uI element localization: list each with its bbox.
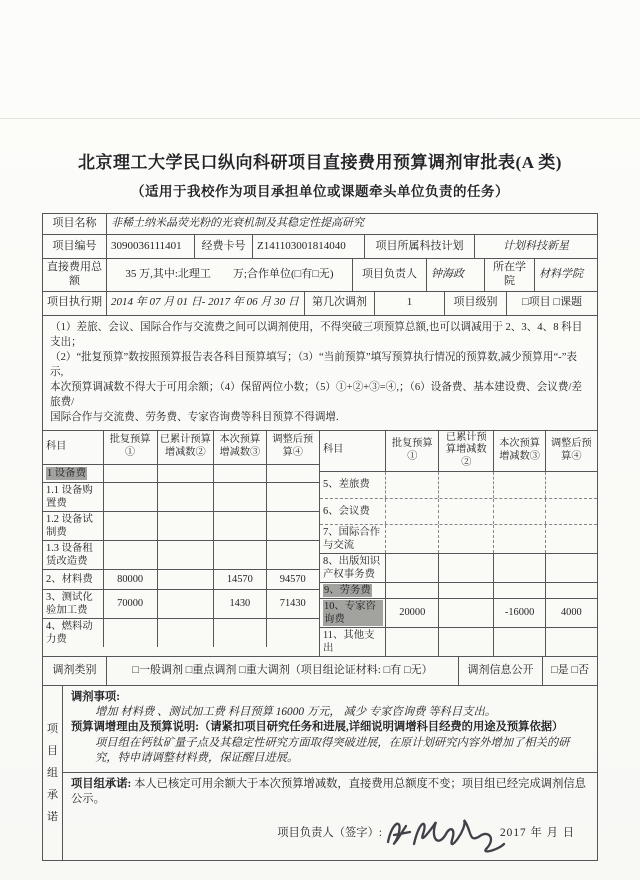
budget-row-equip-rent [43, 541, 319, 570]
value-cell [494, 583, 545, 598]
value-cell [104, 483, 158, 511]
value-cell [494, 628, 545, 656]
times-label: 第几次调剂 [305, 292, 375, 315]
col-current-change: 本次预算增减数③ [494, 431, 545, 471]
value-cell: 4000 [560, 607, 582, 619]
value-cell [104, 465, 158, 482]
budget-row-testing [43, 590, 319, 619]
col-adjusted: 调整后预算④ [272, 434, 314, 459]
fund-card-value: Z141103001814040 [253, 235, 365, 258]
value-cell: 70000 [104, 590, 158, 618]
subject-cell: 2、材料费 [43, 570, 104, 589]
total-label: 直接费用总额 [43, 259, 107, 291]
budget-header-row [320, 431, 597, 472]
subject-cell: 5、差旅费 [320, 472, 386, 498]
category-label: 调剂类别 [43, 657, 107, 685]
commitment-section [43, 686, 597, 860]
value-cell [386, 525, 439, 553]
adjust-matters-text: 增加 材料费 、测试加工费 科目预算 16000 万元， 减少 专家咨询费 等科目支出。 [95, 706, 497, 719]
value-cell [386, 472, 439, 498]
value-cell [439, 499, 494, 524]
promise-label: 项目组承诺: [71, 778, 132, 791]
signature-row [71, 816, 589, 852]
budget-row-equipment [43, 465, 319, 483]
value-cell [158, 541, 215, 569]
instruction-line: 本次预算调减数不得大于可用余额；（4）保留两位小数；（5）①+②+③=④,；（6）设备费、基本建设费、会议费/差旅费/ [50, 381, 583, 408]
value-cell [214, 465, 266, 482]
commitment-content [63, 686, 597, 860]
form-title: 北京理工大学民口纵向科研项目直接费用预算调剂审批表(A 类) [78, 153, 562, 172]
level-checkboxes: □项目 □课题 [521, 296, 583, 309]
value-cell [386, 583, 439, 598]
project-name-label: 项目名称 [43, 214, 107, 234]
value-cell [546, 583, 597, 598]
budget-row-travel [320, 472, 597, 499]
col-accumulated: 已累计预算增减数② [439, 431, 494, 471]
value-cell [104, 512, 158, 540]
value-cell [267, 465, 319, 482]
paper-edge-line [0, 118, 640, 119]
value-cell [546, 628, 597, 656]
row-project-number [43, 235, 597, 259]
instruction-line: 国际合作与交流费、劳务费、专家咨询费等科目预算不得调增. [50, 411, 339, 423]
col-current-change: 本次预算增减数③ [214, 431, 266, 464]
value-cell [158, 483, 215, 511]
highlighted-subject: 9、劳务费 [324, 584, 371, 596]
value-cell: 20000 [386, 599, 439, 627]
fund-card-label: 经费卡号 [195, 235, 253, 258]
value-cell [214, 483, 266, 511]
budget-row-other [320, 628, 597, 656]
value-cell [104, 619, 158, 647]
col-approved: 批复预算① [386, 431, 439, 471]
col-approved: 批复预算① [104, 431, 158, 464]
project-name-value: 非稀土纳米晶荧光粉的光衰机制及其稳定性提高研究 [111, 217, 364, 230]
total-value: 35 万,其中:北理工 万;合作单位(□有□无) [107, 259, 353, 291]
program-value: 计划科技新星 [503, 239, 569, 252]
value-cell: 1430 [214, 590, 266, 618]
instruction-line: （1）差旅、会议、国际合作与交流费之间可以调剂使用，不得突破三项预算总额,也可以调减用于 2、3、4、8 科目支出； [50, 321, 583, 348]
info-public-label: 调剂信息公开 [459, 657, 543, 685]
col-subject: 科目 [320, 431, 386, 471]
leader-label: 项目负责人 [353, 259, 427, 291]
filling-instructions [43, 316, 597, 431]
budget-row-conference [320, 499, 597, 525]
row-project-name [43, 214, 597, 235]
period-value: 2014 年 07 月 01 日- 2017 年 06 月 30 日 [107, 292, 305, 315]
handwritten-signature-icon [380, 808, 510, 860]
subject-cell: 8、出版知识产权事务费 [320, 554, 386, 582]
value-cell [104, 541, 158, 569]
subject-cell: 1.2 设备试制费 [43, 512, 104, 540]
value-cell [267, 512, 319, 540]
budget-row-intl-coop [320, 525, 597, 554]
sign-date: 2017 年 月 日 [500, 827, 575, 840]
value-cell [494, 472, 545, 498]
subject-cell: 4、燃料动力费 [43, 619, 104, 647]
subject-cell: 3、测试化验加工费 [43, 590, 104, 618]
budget-row-equip-purchase [43, 483, 319, 512]
value-cell [214, 512, 266, 540]
value-cell [158, 512, 215, 540]
value-cell [494, 554, 545, 582]
value-cell [546, 499, 597, 524]
budget-table [43, 431, 597, 657]
budget-header-row [43, 431, 319, 465]
budget-row-labor [320, 583, 597, 599]
value-cell [494, 525, 545, 553]
vertical-section-label [43, 686, 63, 860]
value-cell [158, 465, 215, 482]
period-label: 项目执行期 [43, 292, 107, 315]
value-cell [158, 619, 215, 647]
value-cell [439, 554, 494, 582]
row-period [43, 292, 597, 316]
promise-row [63, 772, 597, 808]
subject-cell [320, 583, 386, 598]
value-cell [214, 541, 266, 569]
leader-value: 钟海政 [427, 259, 485, 291]
school-label: 所在学院 [485, 259, 535, 291]
highlighted-subject: 10、专家咨询费 [323, 600, 383, 626]
vertical-label-text: 项目组承诺 [47, 722, 58, 823]
school-value: 材料学院 [539, 267, 583, 280]
value-cell: -16000 [494, 599, 545, 627]
value-cell [158, 590, 215, 618]
times-value: 1 [375, 292, 445, 315]
level-label: 项目级别 [445, 292, 507, 315]
budget-table-left [43, 431, 320, 656]
form-subtitle: （适用于我校作为项目承担单位或课题牵头单位负责的任务） [131, 184, 509, 199]
value-cell [386, 554, 439, 582]
budget-row-consulting [320, 599, 597, 628]
value-cell [386, 499, 439, 524]
program-label: 项目所属科技计划 [365, 235, 475, 258]
instruction-line: （2）“批复预算”数按照预算报告表各科目预算填写；（3）“当前预算”填写预算执行情况的预算数,减少预算用“-”表示, [50, 351, 577, 378]
approval-form-table [42, 213, 598, 861]
subject-cell: 6、会议费 [320, 499, 386, 524]
adjust-matters-label: 调剂事项: [71, 690, 120, 703]
promise-text: 本人已核定可用余额大于本次预算增减数，直接费用总额度不变；项目组已经完成调剂信息公示。 [71, 778, 586, 806]
budget-row-materials [43, 570, 319, 590]
category-checkboxes: □一般调剂 □重点调剂 □重大调剂（项目组论证材料: □有 □无） [107, 657, 459, 685]
subject-cell: 1.1 设备购置费 [43, 483, 104, 511]
value-cell [267, 541, 319, 569]
subject-cell: 11、其他支出 [320, 628, 386, 656]
col-subject: 科目 [43, 431, 104, 464]
reason-text: 项目组在钙钛矿量子点及其稳定性研究方面取得突破进展，在原计划研究内容外增加了相关的研究，特申请调整材料费，保证醒目进展。 [95, 736, 570, 764]
value-cell: 80000 [104, 570, 158, 589]
value-cell [546, 472, 597, 498]
row-adjust-category [43, 657, 597, 686]
value-cell [158, 570, 215, 589]
value-cell [386, 628, 439, 656]
value-cell: 94570 [279, 573, 306, 585]
value-cell [439, 583, 494, 598]
budget-table-right [320, 431, 597, 656]
subject-cell [320, 599, 386, 627]
sign-label: 项目负责人（签字）: [277, 827, 383, 840]
value-cell [546, 554, 597, 582]
value-cell: 14570 [214, 570, 266, 589]
value-cell [439, 628, 494, 656]
budget-row-equip-trial [43, 512, 319, 541]
budget-row-publication [320, 554, 597, 583]
col-adjusted: 调整后预算④ [550, 438, 592, 462]
value-cell [494, 499, 545, 524]
project-no-value: 3090036111401 [107, 235, 195, 258]
row-budget-total [43, 259, 597, 292]
signature-scrawl [386, 816, 496, 852]
project-no-label: 项目编号 [43, 235, 107, 258]
value-cell [439, 472, 494, 498]
info-public-checkboxes: □是 □否 [550, 664, 590, 677]
reason-label: 预算调增理由及预算说明:（请紧扣项目研究任务和进展,详细说明调增科目经费的用途及预算依据） [71, 721, 564, 734]
value-cell [439, 599, 494, 627]
value-cell [267, 619, 319, 647]
subject-cell [43, 465, 104, 482]
subject-cell: 1.3 设备租赁改造费 [43, 541, 104, 569]
value-cell [267, 483, 319, 511]
highlighted-subject: 1 设备费 [47, 467, 86, 479]
value-cell [439, 525, 494, 553]
subject-cell: 7、国际合作与交流 [320, 525, 386, 553]
budget-row-fuel [43, 619, 319, 647]
value-cell [214, 619, 266, 647]
col-accumulated: 已累计预算增减数② [158, 431, 215, 464]
value-cell [546, 525, 597, 553]
value-cell: 71430 [279, 598, 306, 610]
